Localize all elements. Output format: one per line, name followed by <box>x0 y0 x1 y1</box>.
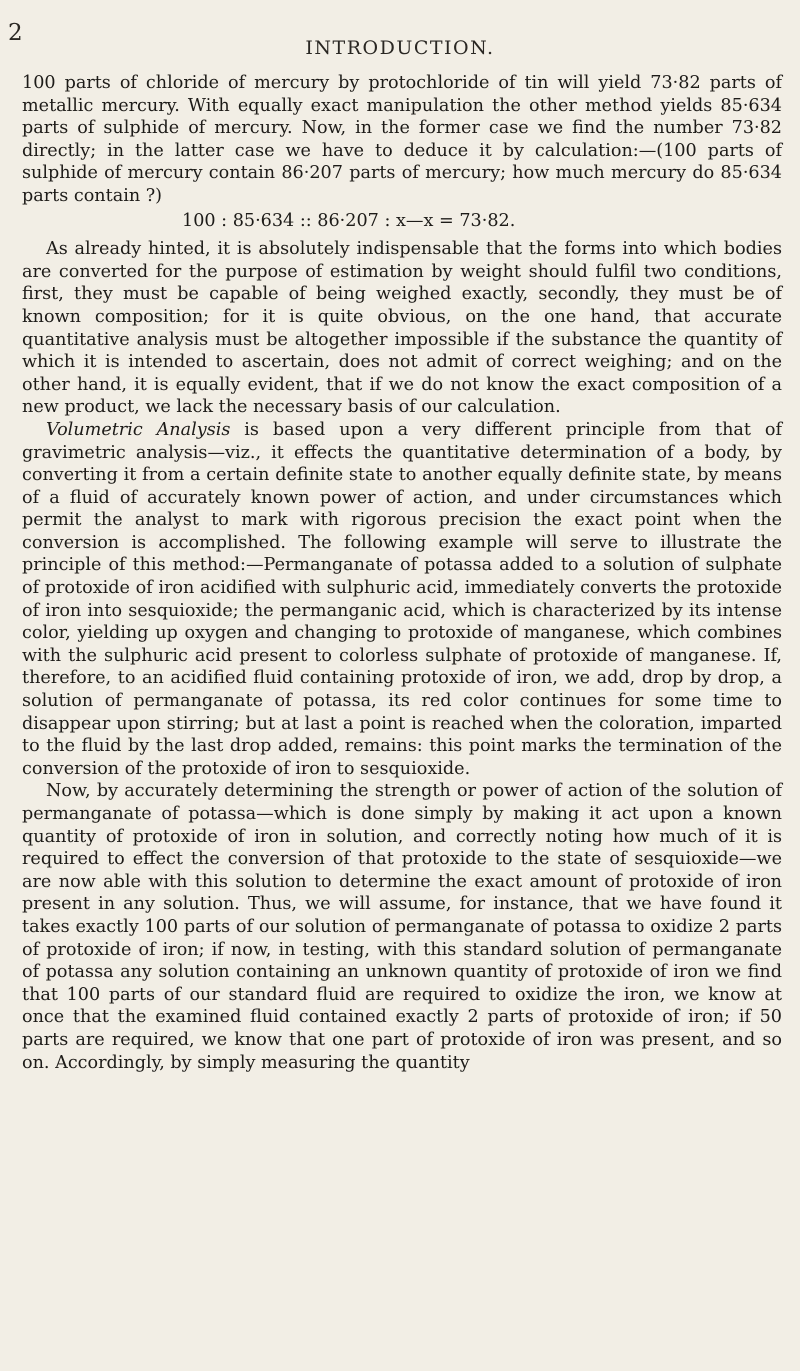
body-text <box>22 72 782 1074</box>
paragraph-1: 100 parts of chloride of mercury by protochloride of tin will yield 73·82 parts of metallic mercury. With equally exact manipulation the other method yields 85·634 parts of sulphide of mercury. Now, in the former case we find the number 73·82 directly; in the latter case we have to deduce it by calculation:—(100 parts of sulphide of mercury contain 86·207 parts of mercury; how much mercury do 85·634 parts contain ?) <box>22 73 782 206</box>
paragraph-3 <box>22 419 782 781</box>
term-volumetric-analysis: Volumetric Analysis <box>46 419 231 440</box>
paragraph-2: As already hinted, it is absolutely indispensable that the forms into which bodies are converted for the purpose of estimation by weight should fulfil two conditions, first, they must be capable of being weighed exactly, secondly, they must be of known composition; for it is quite obvious, on the one hand, that accurate quantitative analysis must be altogether impossible if the substance the quantity of which it is intended to ascertain, does not admit of correct weighing; and on the other hand, it is equally evident, that if we do not know the exact composition of a new product, we lack the necessary basis of our calculation. <box>22 239 782 418</box>
paragraph-3-text: is based upon a very different principle from that of gravimetric analysis—viz., it effects the quantitative determination of a body, by converting it from a certain definite state to another equally definite state, by means of a fluid of accurately known power of action, and under circumstances which permit the analyst to mark with rigorous precision the exact point when the conversion is accomplished. The following example will serve to illustrate the principle of this method:—Permanganate of potassa added to a solution of sulphate of protoxide of iron acidified with sulphuric acid, immediately converts the protoxide of iron into sesquioxide; the permanganic acid, which is characterized by its intense color, yielding up oxygen and changing to protoxide of manganese, which combines with the sulphuric acid present to colorless sulphate of protoxide of manganese. If, therefore, to an acidified fluid containing protoxide of iron, we add, drop by drop, a solution of permanganate of potassa, its red color continues for some time to disappear upon stirring; but at last a point is reached when the coloration, imparted to the fluid by the last drop added, remains: this point marks the termination of the conversion of the protoxide of iron to sesquioxide. <box>22 419 782 779</box>
running-head: INTRODUCTION. <box>305 37 495 59</box>
page-number: 2 <box>8 20 23 46</box>
proportion-formula: 100 : 85·634 :: 86·207 : x—x = 73·82. <box>182 210 516 231</box>
paragraph-4: Now, by accurately determining the strength or power of action of the solution of permanganate of potassa—which is done simply by making it act upon a known quantity of protoxide of iron in solution, and correctly noting how much of it is required to effect the conversion of that protoxide to the state of sesquioxide—we are now able with this solution to determine the exact amount of protoxide of iron present in any solution. Thus, we will assume, for instance, that we have found it takes exactly 100 parts of our solution of permanganate of potassa to oxidize 2 parts of protoxide of iron; if now, in testing, with this standard solution of permanganate of potassa any solution containing an unknown quantity of protoxide of iron we find that 100 parts of our standard fluid are required to oxidize the iron, we know at once that the examined fluid contained exactly 2 parts of protoxide of iron; if 50 parts are required, we know that one part of protoxide of iron was present, and so on. Accordingly, by simply measuring the quantity <box>22 781 782 1073</box>
